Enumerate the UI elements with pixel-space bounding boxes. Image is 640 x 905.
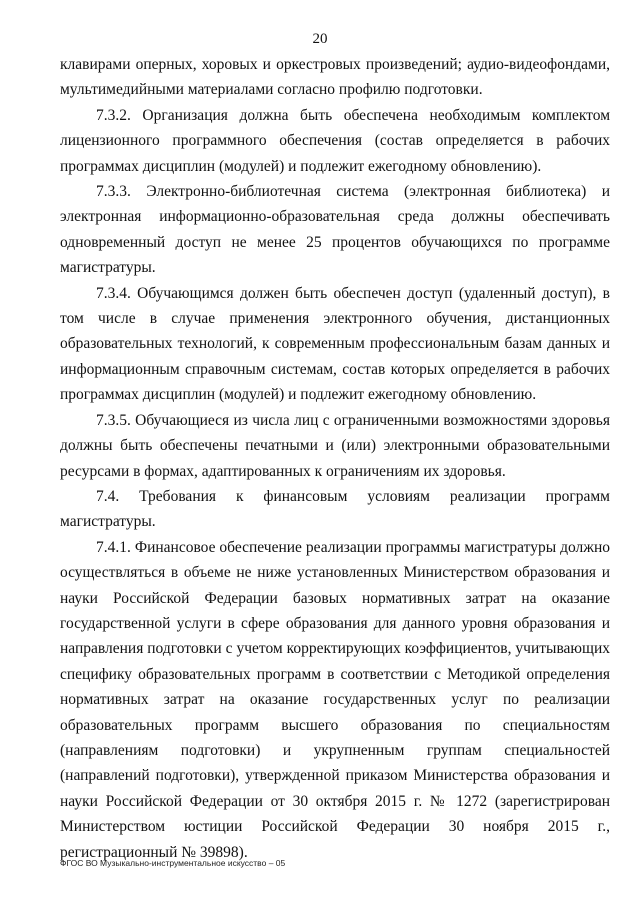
paragraph-7-3-2: 7.3.2. Организация должна быть обеспечена необходимым комплектом лицензионного программного обеспечения (состав определяется в рабочих программах дисциплин (модулей) и подлежит ежегодному обновлению). [60, 106, 610, 175]
document-body [60, 52, 610, 865]
paragraph-7-4: 7.4. Требования к финансовым условиям реализации программ магистратуры. [60, 487, 610, 531]
paragraph-7-4-1: 7.4.1. Финансовое обеспечение реализации программы магистратуры должно осуществляться в объеме не ниже установленных Министерством образования и науки Российской Федерации базовых нормативных затрат на оказание государственной услуги в сфере образования для данного уровня образования и направления подготовки с учетом корректирующих коэффициентов, учитывающих специфику образовательных программ в соответствии с Методикой определения нормативных затрат на оказание государственных услуг по реализации образовательных программ высшего образования по специальностям (направлениям подготовки) и укрупненным группам специальностей (направлений подготовки), утвержденной приказом Министерства образования и науки Российской Федерации от 30 октября 2015 г. № 1272 (зарегистрирован Министерством юстиции Российской Федерации 30 ноября 2015 г., регистрационный № 39898). [60, 538, 610, 861]
paragraph-7-3-3: 7.3.3. Электронно-библиотечная система (электронная библиотека) и электронная информационно-образовательная среда должны обеспечивать одновременный доступ не менее 25 процентов обучающихся по программе магистратуры. [60, 183, 610, 277]
paragraph-7-3-5: 7.3.5. Обучающиеся из числа лиц с ограниченными возможностями здоровья должны быть обеспечены печатными и (или) электронными образовательными ресурсами в формах, адаптированных к ограничениям их здоровья. [60, 411, 610, 480]
paragraph-7-3-4: 7.3.4. Обучающимся должен быть обеспечен доступ (удаленный доступ), в том числе в случае применения электронного обучения, дистанционных образовательных технологий, к современным профессиональным базам данных и информационным справочным системам, состав которых определяется в рабочих программах дисциплин (модулей) и подлежит ежегодному обновлению. [60, 284, 610, 404]
paragraph-continuation: клавирами оперных, хоровых и оркестровых произведений; аудио-видеофондами, мультимедийными материалами согласно профилю подготовки. [60, 56, 610, 99]
page-number: 20 [312, 31, 328, 47]
page-footer: ФГОС ВО Музыкально-инструментальное искусство – 05 [60, 858, 286, 868]
